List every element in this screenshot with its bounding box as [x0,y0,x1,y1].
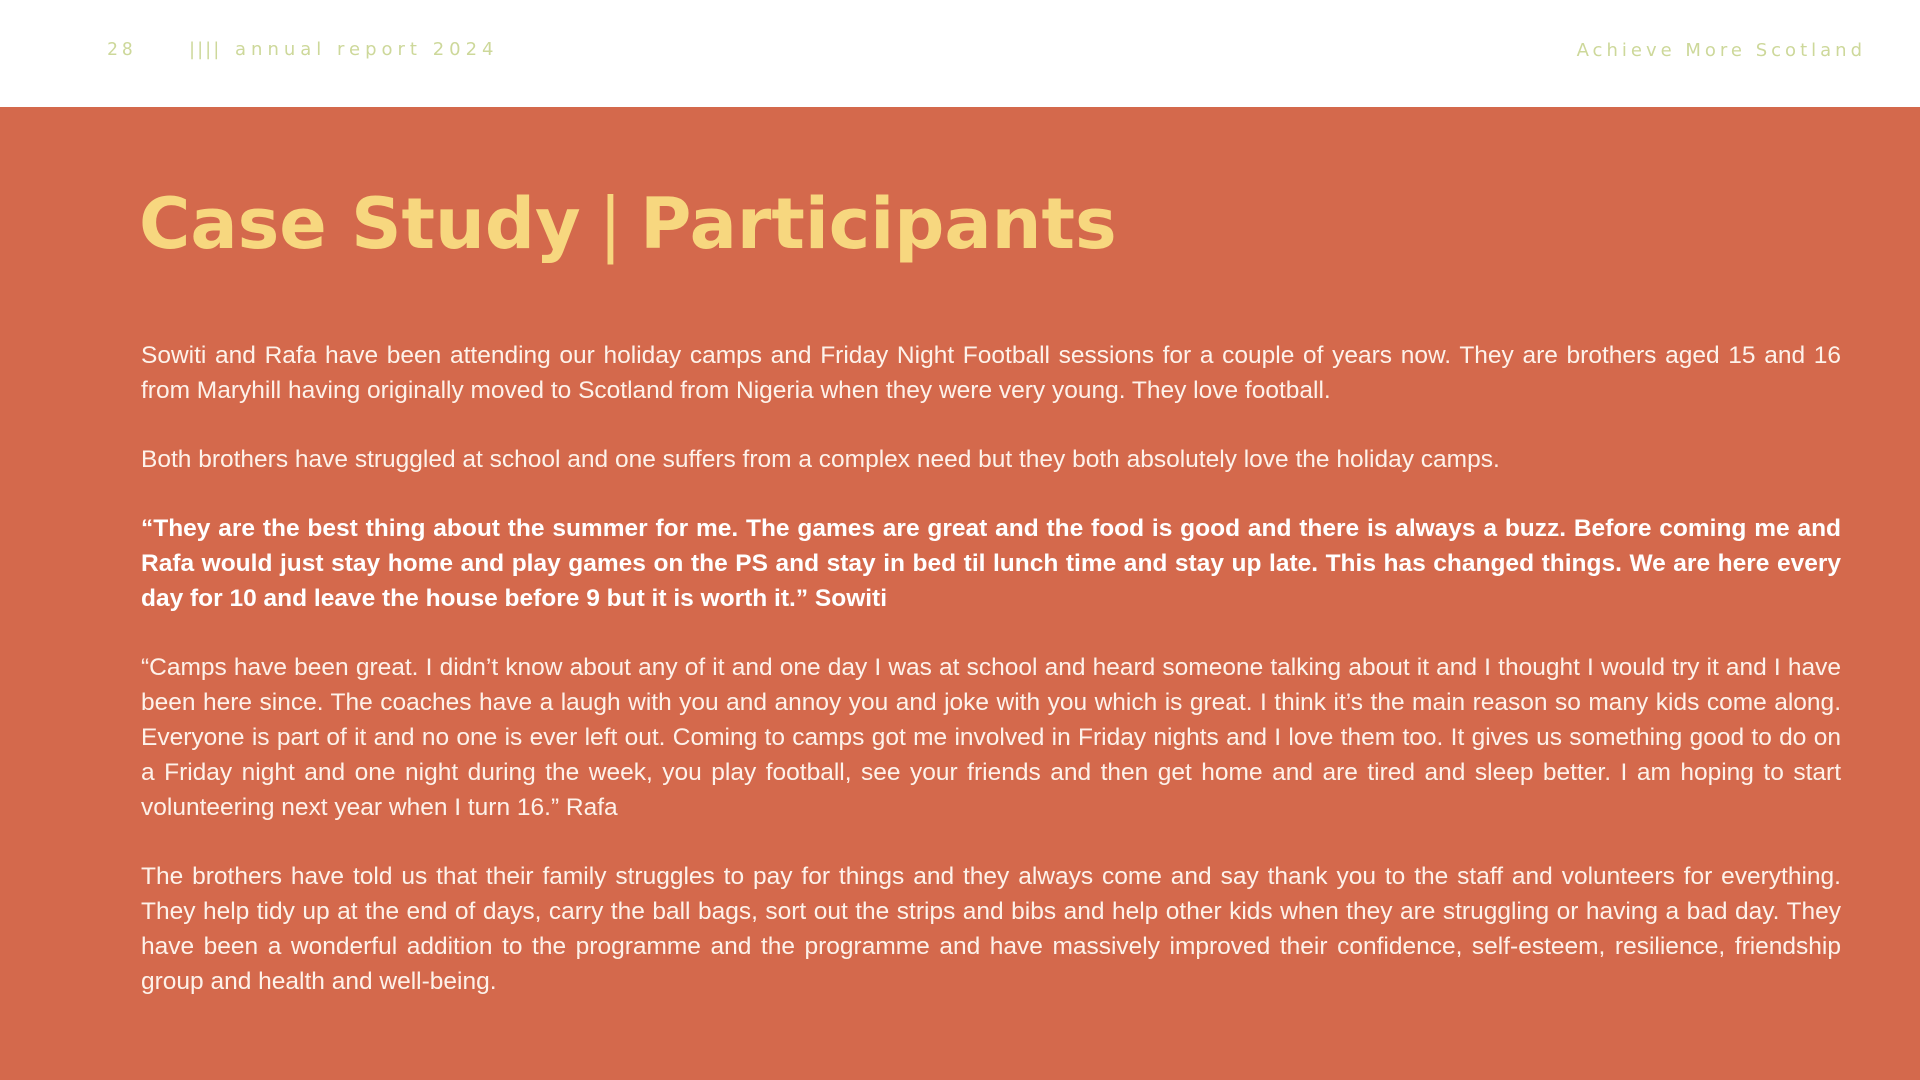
quote-rafa: “Camps have been great. I didn’t know about any of it and one day I was at school and heard someone talking about it and I thought I would try it and I have been here since. The coaches have a laugh with you and annoy you and joke with you which is great. I think it’s the main reason so many kids come along. Everyone is part of it and no one is ever left out. Coming to camps got me involved in Friday nights and I love them too. It gives us something good to do on a Friday night and one night during the week, you play football, see your friends and then get home and are tired and sleep better. I am hoping to start volunteering next year when I turn 16.” Rafa [141,654,1841,821]
content-panel [0,107,1920,1080]
title-separator: | [598,183,623,265]
report-label: annual report 2024 [235,39,499,60]
header-divider-mark: |||| [189,39,222,60]
quote-sowiti: “They are the best thing about the summer for me. The games are great and the food is good and there is always a buzz. Before coming me and Rafa would just stay home and play games on the PS and stay in bed til lunch time and stay up late. This has changed things. We are here every day for 10 and leave the house before 9 but it is worth it.” Sowiti [141,515,1841,612]
paragraph-outcomes: The brothers have told us that their family struggles to pay for things and they always come and say thank you to the staff and volunteers for everything. They help tidy up at the end of days, carry the ball bags, sort out the strips and bibs and help other kids when they are struggling or having a bad day. They have been a wonderful addition to the programme and the programme and have massively improved their confidence, self-esteem, resilience, friendship group and health and well-being. [141,863,1841,995]
paragraph-intro: Sowiti and Rafa have been attending our holiday camps and Friday Night Football sessions for a couple of years now. They are brothers aged 15 and 16 from Maryhill having originally moved to Scotland from Nigeria when they were very young. They love football. [141,342,1841,404]
page-title [139,183,1117,265]
paragraph-school: Both brothers have struggled at school and one suffers from a complex need but they both absolutely love the holiday camps. [141,446,1500,473]
page-number: 28 [107,39,137,60]
organisation-name: Achieve More Scotland [1576,40,1866,61]
case-study-body [141,338,1841,1033]
page-header [0,0,1920,107]
title-participants: Participants [640,183,1117,265]
title-case-study: Case Study [139,183,581,265]
